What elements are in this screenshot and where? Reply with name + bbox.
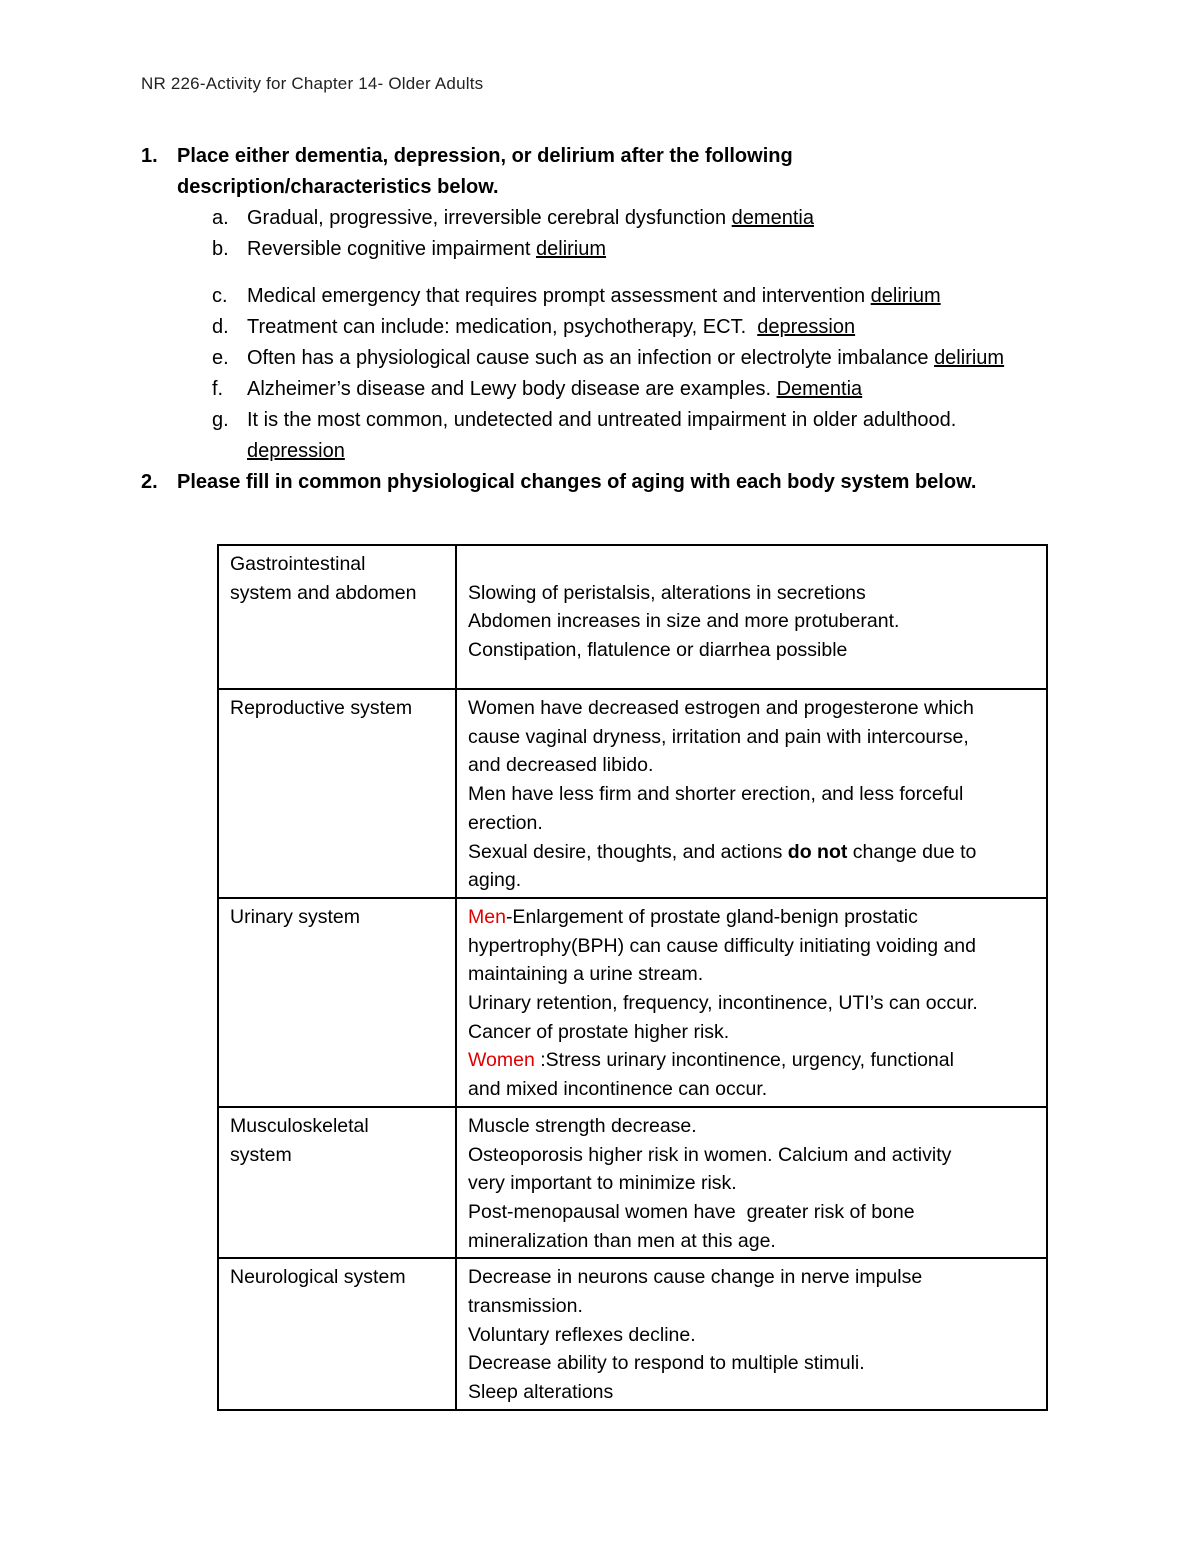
question-number: 2. [141, 471, 158, 493]
question-text-line1: Place either dementia, depression, or delirium after the following [177, 145, 793, 167]
table-row-neurological [218, 1258, 1047, 1410]
system-changes: Muscle strength decrease. Osteoporosis higher risk in women. Calcium and activity very important to minimize risk. Post-menopausal women have greater risk of bone mineralization than men at this age. [456, 1107, 1047, 1259]
answer: Dementia [776, 378, 863, 400]
system-label: Reproductive system [218, 689, 456, 898]
document-header: NR 226-Activity for Chapter 14- Older Adults [141, 74, 484, 93]
answer: delirium [870, 285, 941, 307]
answer: delirium [934, 347, 1005, 369]
question-number: 1. [141, 145, 158, 167]
answer: depression [247, 440, 345, 462]
system-changes: Decrease in neurons cause change in nerve impulse transmission. Voluntary reflexes decline. Decrease ability to respond to multiple stimuli. Sleep alterations [456, 1258, 1047, 1410]
women-label: Women [468, 1049, 541, 1072]
system-label: Urinary system [218, 898, 456, 1107]
system-changes: Women have decreased estrogen and progesterone which cause vaginal dryness, irritation and pain with intercourse, and decreased libido. Men have less firm and shorter erection, and less forceful erection. Sexual desire, thoughts, and actions do not change due to aging. [456, 689, 1047, 898]
answer: delirium [536, 238, 607, 260]
system-changes: Slowing of peristalsis, alterations in secretions Abdomen increases in size and more protuberant. Constipation, flatulence or diarrhea possible [456, 545, 1047, 689]
body-system-table [217, 544, 1048, 1411]
system-label: Neurological system [218, 1258, 456, 1410]
table-row-reproductive [218, 689, 1047, 898]
table-row-musculoskeletal [218, 1107, 1047, 1259]
answer: depression [757, 316, 856, 338]
table-row-urinary [218, 898, 1047, 1107]
table-row-gastrointestinal [218, 545, 1047, 689]
system-label: Gastrointestinal system and abdomen [218, 545, 456, 689]
answer: dementia [731, 207, 814, 229]
question-text: Please fill in common physiological changes of aging with each body system below. [177, 471, 977, 493]
document-page: NR 226-Activity for Chapter 14- Older Adults 1. Place either dementia, depression, or delirium after the following description/characteristics below. a. Gradual, progressive, irreversible cerebral dysfunction dementia b. Reversible cognitive impairment delirium c. Medical emergency that requires prompt assessment and intervention delirium d. Treatment can include: medication, psychotherapy, ECT. depression e. Often has a physiological cause such as an infection or electrolyte imbalance delirium f. Alzheimer’s disease and Lewy body disease are examples. Dementia g. It is the most common, undetected and untreated impairment in older adulthood. depression 2. Please fill in common physiological changes of aging with each body system below. Gastrointestinal system and abdomen Slowing of peristalsis, alterations in secretions Abdomen increases in size and more protuberant. Constipation, flatulence or diarrhea possible Reproductive system Women have decreased estrogen and progesterone which cause vaginal dryness, irritation and pain with intercourse, and decreased libido. Men have less firm and shorter erection, and less forceful erection. Sexual desire, thoughts, and actions do not change due to aging. Urinary system Men-Enlargement of prostate gland-benign prostatic hypertrophy(BPH) can cause difficulty initiating voiding and maintaining a urine stream. Urinary retention, frequency, incontinence, UTI’s can occur. Cancer of prostate higher risk. Women :Stress urinary incontinence, urgency, functional and mixed incontinence can occur. Musculoskeletal system Muscle strength decrease. Osteoporosis higher risk in women. Calcium and activity very important to minimize risk. Post-menopausal women have greater risk of bone mineralization than men at this age. Neurological system Decrease in neurons cause change in nerve impulse transmission. Voluntary reflexes decline. Decrease ability to respond to multiple stimuli. Sleep alterations [0, 0, 1200, 1553]
system-label: Musculoskeletal system [218, 1107, 456, 1259]
question-text-line2: description/characteristics below. [177, 176, 499, 198]
system-changes: Men-Enlargement of prostate gland-benign prostatic hypertrophy(BPH) can cause difficulty initiating voiding and maintaining a urine stream. Urinary retention, frequency, incontinence, UTI’s can occur. Cancer of prostate higher risk. Women :Stress urinary incontinence, urgency, functional and mixed incontinence can occur. [456, 898, 1047, 1107]
men-label: Men [468, 905, 506, 928]
